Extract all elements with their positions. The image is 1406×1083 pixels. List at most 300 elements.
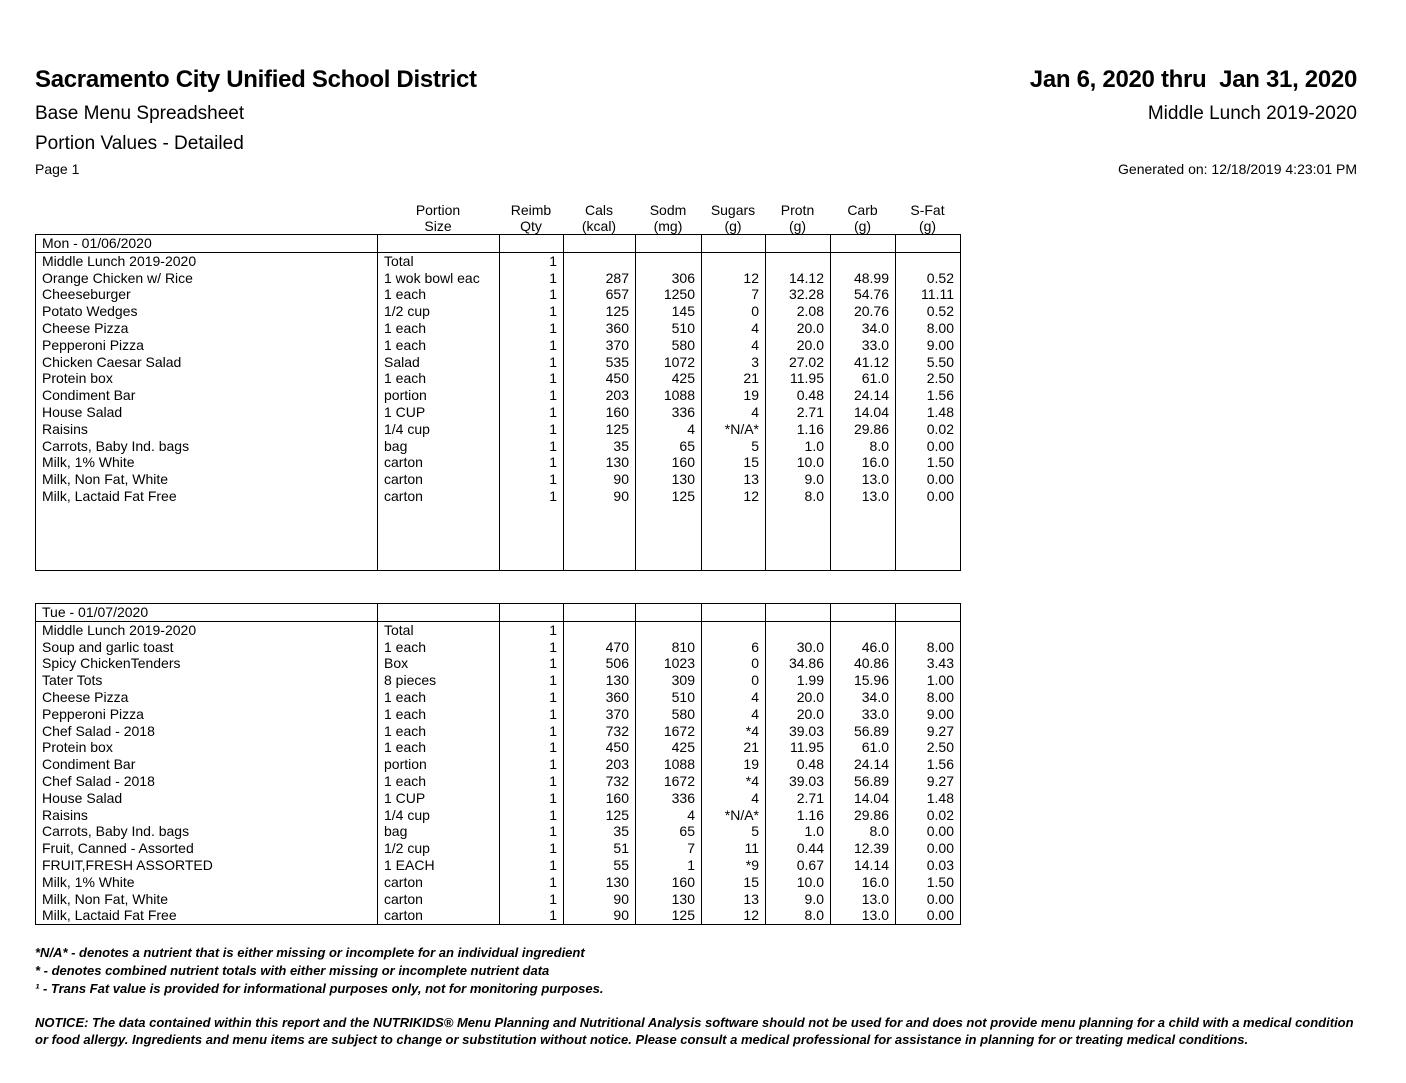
cell-portion-size: portion — [378, 756, 500, 773]
cell-item-name: Potato Wedges — [36, 303, 378, 320]
cell-item-name: Carrots, Baby Ind. bags — [36, 823, 378, 840]
cell-portion-size: 1 wok bowl eac — [378, 270, 500, 287]
cell-cals: 35 — [564, 823, 636, 840]
cell-sugars: 5 — [702, 438, 766, 455]
cell-carb: 24.14 — [831, 387, 896, 404]
cell-sodm: 7 — [636, 840, 702, 857]
cell-reimb-qty: 1 — [500, 621, 564, 638]
cell-sodm: 125 — [636, 488, 702, 505]
day-header-cell — [636, 604, 702, 622]
cell-sodm: 1672 — [636, 723, 702, 740]
footnote-combined: * - denotes combined nutrient totals with either missing or incomplete nutrient data — [35, 963, 550, 978]
cell-reimb-qty: 1 — [500, 756, 564, 773]
day-header-cell — [564, 604, 636, 622]
footnote-trans-fat: ¹ - Trans Fat value is provided for informational purposes only, not for monitoring purposes. — [35, 981, 604, 996]
cell-cals: 35 — [564, 438, 636, 455]
cell-carb: 14.04 — [831, 404, 896, 421]
cell-sodm — [636, 252, 702, 269]
table-row — [36, 706, 961, 723]
cell-sodm: 510 — [636, 689, 702, 706]
cell-portion-size: 1 each — [378, 773, 500, 790]
day-header-cell — [500, 604, 564, 622]
cell-reimb-qty: 1 — [500, 252, 564, 269]
cell-item-name: Condiment Bar — [36, 756, 378, 773]
cell-carb: 20.76 — [831, 303, 896, 320]
table-row — [36, 723, 961, 740]
cell-carb: 13.0 — [831, 488, 896, 505]
cell-protn: 39.03 — [766, 723, 831, 740]
cell-sfat: 9.27 — [896, 723, 961, 740]
cell-portion-size: Total — [378, 621, 500, 638]
cell-sfat — [896, 621, 961, 638]
cell-protn: 0.67 — [766, 857, 831, 874]
cell-cals: 203 — [564, 756, 636, 773]
cell-sodm: 160 — [636, 874, 702, 891]
table-row — [36, 370, 961, 387]
cell-portion-size: 1 each — [378, 370, 500, 387]
cell-cals: 125 — [564, 303, 636, 320]
cell-sfat: 1.56 — [896, 387, 961, 404]
cell-sugars — [702, 252, 766, 269]
cell-reimb-qty: 1 — [500, 387, 564, 404]
col-header-protn: Protn (g) — [780, 202, 815, 234]
cell-carb: 13.0 — [831, 907, 896, 924]
cell-item-name: Orange Chicken w/ Rice — [36, 270, 378, 287]
day-header-cell — [896, 604, 961, 622]
cell-sugars: 6 — [702, 639, 766, 656]
cell-protn: 27.02 — [766, 354, 831, 371]
cell-sfat: 0.00 — [896, 438, 961, 455]
cell-sfat: 0.00 — [896, 907, 961, 924]
cell-sugars: *N/A* — [702, 421, 766, 438]
cell-reimb-qty: 1 — [500, 454, 564, 471]
cell-sugars: 4 — [702, 790, 766, 807]
report-type: Portion Values - Detailed — [35, 133, 244, 154]
cell-item-name: Cheese Pizza — [36, 320, 378, 337]
cell-portion-size: 1 CUP — [378, 790, 500, 807]
cell-reimb-qty: 1 — [500, 270, 564, 287]
column-headers — [35, 202, 960, 234]
cell-sugars: 11 — [702, 840, 766, 857]
cell-portion-size: 1 each — [378, 639, 500, 656]
col-header-sodm: Sodm (mg) — [649, 202, 687, 234]
cell-sfat: 0.00 — [896, 891, 961, 908]
cell-reimb-qty: 1 — [500, 337, 564, 354]
cell-sodm: 510 — [636, 320, 702, 337]
cell-cals: 90 — [564, 471, 636, 488]
cell-protn: 8.0 — [766, 488, 831, 505]
cell-cals: 450 — [564, 370, 636, 387]
cell-portion-size: Total — [378, 252, 500, 269]
cell-reimb-qty: 1 — [500, 739, 564, 756]
cell-sodm: 130 — [636, 471, 702, 488]
cell-carb: 16.0 — [831, 874, 896, 891]
cell-item-name: Milk, Non Fat, White — [36, 471, 378, 488]
cell-reimb-qty: 1 — [500, 303, 564, 320]
cell-item-name: Cheese Pizza — [36, 689, 378, 706]
cell-sodm: 1072 — [636, 354, 702, 371]
cell-carb: 29.86 — [831, 807, 896, 824]
cell-sodm: 306 — [636, 270, 702, 287]
cell-reimb-qty: 1 — [500, 790, 564, 807]
col-header-carb: Carb (g) — [847, 202, 878, 234]
table-row — [36, 488, 961, 505]
cell-reimb-qty: 1 — [500, 689, 564, 706]
cell-sfat: 1.48 — [896, 790, 961, 807]
cell-sfat: 9.27 — [896, 773, 961, 790]
cell-sodm: 810 — [636, 639, 702, 656]
cell-protn: 2.08 — [766, 303, 831, 320]
col-header-portion-size: Portion Size — [415, 202, 461, 234]
cell-portion-size: 1 each — [378, 723, 500, 740]
date-range: Jan 6, 2020 thru Jan 31, 2020 — [1029, 66, 1357, 93]
notice-disclaimer: NOTICE: The data contained within this report and the NUTRIKIDS® Menu Planning and Nutritional Analysis software should not be used for and does not provide menu planning for a child with a medical condition or food allergy. Ingredients and menu items are subject to change or substitution without notice. Please consult a medical professional for assistance in planning for or treating medical conditions. — [35, 1015, 1354, 1047]
table-row — [36, 421, 961, 438]
cell-sodm: 1088 — [636, 387, 702, 404]
table-row — [36, 672, 961, 689]
cell-protn: 0.48 — [766, 387, 831, 404]
cell-cals: 90 — [564, 488, 636, 505]
table-row — [36, 639, 961, 656]
cell-portion-size: 1 each — [378, 689, 500, 706]
cell-sfat: 3.43 — [896, 655, 961, 672]
table-row — [36, 823, 961, 840]
cell-protn: 20.0 — [766, 337, 831, 354]
table-row — [36, 438, 961, 455]
cell-sugars: 21 — [702, 739, 766, 756]
cell-protn: 1.16 — [766, 807, 831, 824]
cell-sodm: 336 — [636, 404, 702, 421]
cell-carb: 24.14 — [831, 756, 896, 773]
cell-cals — [564, 252, 636, 269]
cell-sugars: 7 — [702, 286, 766, 303]
table-row — [36, 621, 961, 638]
cell-sfat: 0.52 — [896, 303, 961, 320]
cell-sfat: 9.00 — [896, 337, 961, 354]
cell-sodm: 425 — [636, 739, 702, 756]
table-row — [36, 303, 961, 320]
cell-cals: 370 — [564, 706, 636, 723]
cell-sugars: 0 — [702, 672, 766, 689]
cell-carb: 34.0 — [831, 320, 896, 337]
day-header-cell — [378, 604, 500, 622]
blank-row — [36, 505, 961, 571]
table-row — [36, 655, 961, 672]
cell-sfat: 0.02 — [896, 421, 961, 438]
spreadsheet-title: Base Menu Spreadsheet — [35, 103, 245, 124]
cell-cals: 450 — [564, 739, 636, 756]
cell-portion-size: carton — [378, 471, 500, 488]
cell-cals: 55 — [564, 857, 636, 874]
cell-sodm: 336 — [636, 790, 702, 807]
cell-item-name: Raisins — [36, 421, 378, 438]
cell-portion-size: carton — [378, 907, 500, 924]
cell-item-name: Fruit, Canned - Assorted — [36, 840, 378, 857]
cell-sugars: *N/A* — [702, 807, 766, 824]
cell-item-name: Pepperoni Pizza — [36, 337, 378, 354]
cell-reimb-qty: 1 — [500, 807, 564, 824]
day-header-cell — [896, 235, 961, 253]
cell-sugars: 0 — [702, 303, 766, 320]
cell-sugars — [702, 621, 766, 638]
cell-portion-size: 1 each — [378, 286, 500, 303]
cell-protn: 8.0 — [766, 907, 831, 924]
cell-protn: 11.95 — [766, 739, 831, 756]
cell-protn: 9.0 — [766, 471, 831, 488]
cell-protn: 20.0 — [766, 320, 831, 337]
cell-sfat: 1.50 — [896, 454, 961, 471]
cell-cals: 90 — [564, 907, 636, 924]
day-header-cell — [702, 235, 766, 253]
cell-cals: 130 — [564, 672, 636, 689]
footnote-na: *N/A* - denotes a nutrient that is either missing or incomplete for an individual ingredient — [35, 945, 585, 960]
cell-item-name: Middle Lunch 2019-2020 — [36, 252, 378, 269]
table-row — [36, 756, 961, 773]
cell-sfat: 0.00 — [896, 471, 961, 488]
table-row — [36, 286, 961, 303]
cell-carb: 54.76 — [831, 286, 896, 303]
district-title: Sacramento City Unified School District — [35, 66, 477, 93]
day-header-cell — [766, 604, 831, 622]
cell-cals: 732 — [564, 723, 636, 740]
cell-cals: 130 — [564, 874, 636, 891]
cell-item-name: Middle Lunch 2019-2020 — [36, 621, 378, 638]
cell-sodm: 65 — [636, 438, 702, 455]
cell-cals: 130 — [564, 454, 636, 471]
cell-protn: 14.12 — [766, 270, 831, 287]
cell-carb: 48.99 — [831, 270, 896, 287]
cell-reimb-qty: 1 — [500, 723, 564, 740]
table-row — [36, 891, 961, 908]
cell-portion-size: bag — [378, 438, 500, 455]
cell-reimb-qty: 1 — [500, 672, 564, 689]
cell-sugars: 15 — [702, 874, 766, 891]
cell-protn: 30.0 — [766, 639, 831, 656]
cell-carb: 14.14 — [831, 857, 896, 874]
cell-sodm: 1250 — [636, 286, 702, 303]
cell-sugars: 13 — [702, 471, 766, 488]
cell-carb: 56.89 — [831, 723, 896, 740]
table-row — [36, 840, 961, 857]
cell-reimb-qty: 1 — [500, 488, 564, 505]
day-header-cell — [636, 235, 702, 253]
cell-portion-size: carton — [378, 454, 500, 471]
cell-reimb-qty: 1 — [500, 320, 564, 337]
cell-protn: 10.0 — [766, 454, 831, 471]
cell-sodm: 1 — [636, 857, 702, 874]
cell-cals: 160 — [564, 404, 636, 421]
cell-sodm: 125 — [636, 907, 702, 924]
cell-item-name: Spicy ChickenTenders — [36, 655, 378, 672]
cell-portion-size: Salad — [378, 354, 500, 371]
cell-reimb-qty: 1 — [500, 370, 564, 387]
cell-sfat: 1.48 — [896, 404, 961, 421]
cell-sugars: 12 — [702, 907, 766, 924]
cell-sodm: 580 — [636, 337, 702, 354]
cell-sfat: 0.03 — [896, 857, 961, 874]
day-header-cell — [500, 235, 564, 253]
cell-protn: 2.71 — [766, 404, 831, 421]
cell-sugars: 19 — [702, 756, 766, 773]
cell-sfat: 9.00 — [896, 706, 961, 723]
cell-portion-size: carton — [378, 874, 500, 891]
cell-reimb-qty: 1 — [500, 286, 564, 303]
cell-reimb-qty: 1 — [500, 773, 564, 790]
cell-portion-size: 1/2 cup — [378, 840, 500, 857]
blank-cell — [831, 505, 896, 571]
cell-protn: 0.44 — [766, 840, 831, 857]
cell-sugars: 13 — [702, 891, 766, 908]
cell-sugars: *4 — [702, 723, 766, 740]
cell-carb: 33.0 — [831, 337, 896, 354]
cell-item-name: Protein box — [36, 739, 378, 756]
cell-sodm: 425 — [636, 370, 702, 387]
cell-cals: 360 — [564, 320, 636, 337]
cell-item-name: Chef Salad - 2018 — [36, 723, 378, 740]
table-row — [36, 454, 961, 471]
cell-sodm: 1023 — [636, 655, 702, 672]
cell-portion-size: portion — [378, 387, 500, 404]
cell-reimb-qty: 1 — [500, 857, 564, 874]
cell-reimb-qty: 1 — [500, 471, 564, 488]
cell-item-name: Milk, 1% White — [36, 874, 378, 891]
cell-item-name: Pepperoni Pizza — [36, 706, 378, 723]
blank-cell — [636, 505, 702, 571]
cell-portion-size: 1/2 cup — [378, 303, 500, 320]
cell-sodm: 65 — [636, 823, 702, 840]
cell-carb — [831, 621, 896, 638]
cell-carb: 8.0 — [831, 438, 896, 455]
table-row — [36, 807, 961, 824]
cell-protn: 39.03 — [766, 773, 831, 790]
table-row — [36, 773, 961, 790]
cell-item-name: Condiment Bar — [36, 387, 378, 404]
cell-reimb-qty: 1 — [500, 840, 564, 857]
menu-name: Middle Lunch 2019-2020 — [1147, 103, 1357, 124]
cell-reimb-qty: 1 — [500, 404, 564, 421]
cell-sodm: 309 — [636, 672, 702, 689]
cell-item-name: Raisins — [36, 807, 378, 824]
table-row — [36, 471, 961, 488]
cell-protn — [766, 621, 831, 638]
cell-sfat: 8.00 — [896, 639, 961, 656]
day-label: Mon - 01/06/2020 — [36, 235, 378, 253]
cell-cals: 506 — [564, 655, 636, 672]
cell-protn: 10.0 — [766, 874, 831, 891]
cell-sfat: 2.50 — [896, 370, 961, 387]
cell-protn: 11.95 — [766, 370, 831, 387]
day-header-cell — [831, 235, 896, 253]
cell-sodm: 1088 — [636, 756, 702, 773]
day-header-cell — [831, 604, 896, 622]
cell-sfat: 5.50 — [896, 354, 961, 371]
table-row — [36, 387, 961, 404]
cell-reimb-qty: 1 — [500, 421, 564, 438]
cell-carb: 13.0 — [831, 891, 896, 908]
cell-portion-size: 1 each — [378, 320, 500, 337]
cell-sugars: *9 — [702, 857, 766, 874]
cell-sugars: 4 — [702, 320, 766, 337]
cell-item-name: Protein box — [36, 370, 378, 387]
day-table-monday — [35, 234, 961, 571]
cell-item-name: House Salad — [36, 404, 378, 421]
cell-protn: 20.0 — [766, 689, 831, 706]
cell-protn: 9.0 — [766, 891, 831, 908]
blank-cell — [36, 505, 378, 571]
cell-sodm: 1672 — [636, 773, 702, 790]
cell-cals: 203 — [564, 387, 636, 404]
table-row — [36, 790, 961, 807]
table-row — [36, 739, 961, 756]
cell-sugars: 21 — [702, 370, 766, 387]
cell-sugars: 4 — [702, 706, 766, 723]
cell-sugars: 15 — [702, 454, 766, 471]
cell-reimb-qty: 1 — [500, 354, 564, 371]
cell-carb: 61.0 — [831, 370, 896, 387]
cell-item-name: House Salad — [36, 790, 378, 807]
cell-sfat: 0.00 — [896, 840, 961, 857]
cell-cals — [564, 621, 636, 638]
cell-portion-size: Box — [378, 655, 500, 672]
cell-carb: 33.0 — [831, 706, 896, 723]
cell-protn: 20.0 — [766, 706, 831, 723]
day-header-row — [36, 235, 961, 253]
cell-portion-size: 8 pieces — [378, 672, 500, 689]
cell-reimb-qty: 1 — [500, 706, 564, 723]
cell-reimb-qty: 1 — [500, 874, 564, 891]
cell-reimb-qty: 1 — [500, 438, 564, 455]
cell-protn: 1.0 — [766, 823, 831, 840]
cell-portion-size: 1 each — [378, 706, 500, 723]
cell-item-name: FRUIT,FRESH ASSORTED — [36, 857, 378, 874]
cell-sugars: 5 — [702, 823, 766, 840]
cell-carb — [831, 252, 896, 269]
cell-sfat: 1.50 — [896, 874, 961, 891]
cell-protn: 0.48 — [766, 756, 831, 773]
cell-carb: 34.0 — [831, 689, 896, 706]
blank-cell — [702, 505, 766, 571]
cell-carb: 13.0 — [831, 471, 896, 488]
cell-carb: 40.86 — [831, 655, 896, 672]
cell-sugars: 12 — [702, 270, 766, 287]
table-row — [36, 689, 961, 706]
day-header-cell — [378, 235, 500, 253]
cell-carb: 29.86 — [831, 421, 896, 438]
cell-sugars: 19 — [702, 387, 766, 404]
day-header-cell — [702, 604, 766, 622]
cell-cals: 125 — [564, 421, 636, 438]
cell-sugars: 4 — [702, 689, 766, 706]
blank-cell — [564, 505, 636, 571]
cell-portion-size: 1 EACH — [378, 857, 500, 874]
cell-sugars: *4 — [702, 773, 766, 790]
cell-protn: 2.71 — [766, 790, 831, 807]
cell-portion-size: 1 CUP — [378, 404, 500, 421]
cell-portion-size: 1 each — [378, 739, 500, 756]
day-table-tuesday — [35, 603, 961, 925]
blank-cell — [896, 505, 961, 571]
cell-protn: 1.99 — [766, 672, 831, 689]
cell-protn: 1.16 — [766, 421, 831, 438]
cell-item-name: Milk, 1% White — [36, 454, 378, 471]
cell-sfat: 1.00 — [896, 672, 961, 689]
cell-cals: 470 — [564, 639, 636, 656]
cell-reimb-qty: 1 — [500, 655, 564, 672]
table-row — [36, 252, 961, 269]
cell-protn: 32.28 — [766, 286, 831, 303]
col-header-reimb-qty: Reimb Qty — [510, 202, 552, 234]
table-row — [36, 907, 961, 924]
